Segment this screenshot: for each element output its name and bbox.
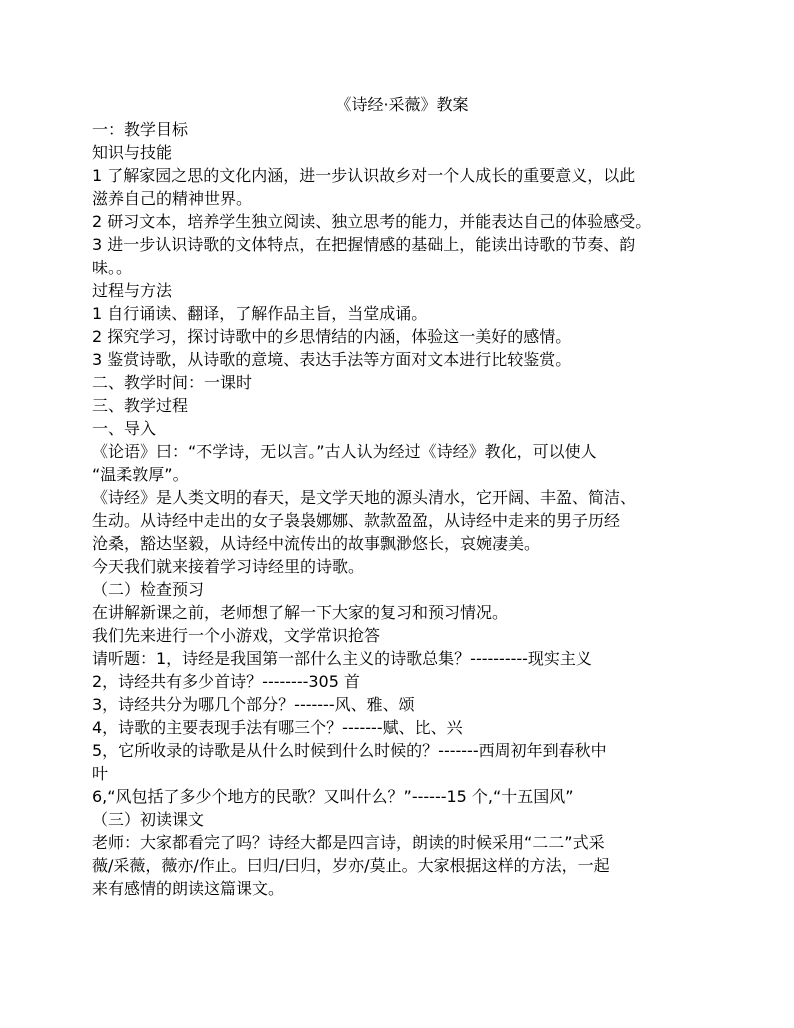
text-line: 3 进一步认识诗歌的文体特点，在把握情感的基础上，能读出诗歌的节奏、韵 [92,235,636,254]
document-page [92,92,712,900]
text-line: 老师：大家都看完了吗？诗经大都是四言诗，朗读的时候采用“二二”式采 [92,833,605,852]
text-line: 我们先来进行一个小游戏，文学常识抢答 [92,626,381,645]
text-line: 《诗经》是人类文明的春天，是文学天地的源头清水，它开阔、丰盈、简洁、 [92,488,637,507]
text-line: 3 鉴赏诗歌，从诗歌的意境、表达手法等方面对文本进行比较鉴赏。 [92,350,572,369]
text-line: 叶 [92,764,109,783]
text-line: 沧桑，豁达坚毅，从诗经中流传出的故事飘渺悠长，哀婉凄美。 [92,534,541,553]
document-title: 《诗经·采薇》教案 [335,95,469,114]
text-line: 滋养自己的精神世界。 [92,189,253,208]
text-line: （三）初读课文 [92,810,205,829]
text-line: 今天我们就来接着学习诗经里的诗歌。 [92,557,365,576]
text-line: 过程与方法 [92,281,173,300]
text-line: 1 了解家园之思的文化内涵，进一步认识故乡对一个人成长的重要意义，以此 [92,166,636,185]
text-line: 一：教学目标 [92,120,189,139]
text-line: “温柔敦厚”。 [92,465,189,484]
text-line: 三、教学过程 [92,396,189,415]
text-line: 6,“风包括了多少个地方的民歌？又叫什么？”------15 个,“十五国风” [92,787,574,806]
text-line: 薇/采薇，薇亦/作止。曰归/曰归，岁亦/莫止。大家根据这样的方法，一起 [92,856,610,875]
text-line: 3，诗经共分为哪几个部分？-------风、雅、颂 [92,695,415,714]
text-line: 2，诗经共有多少首诗？--------305 首 [92,672,360,691]
text-line: （二）检查预习 [92,580,205,599]
text-line: 来有感情的朗读这篇课文。 [92,879,285,898]
text-line: 2 探究学习，探讨诗歌中的乡思情结的内涵，体验这一美好的感情。 [92,327,572,346]
text-line: 在讲解新课之前，老师想了解一下大家的复习和预习情况。 [92,603,509,622]
text-line: 5，它所收录的诗歌是从什么时候到什么时候的？-------西周初年到春秋中 [92,741,607,760]
text-line: 生动。从诗经中走出的女子袅袅娜娜、款款盈盈，从诗经中走来的男子历经 [92,511,621,530]
text-line: 味。。 [92,258,133,277]
text-line: 知识与技能 [92,143,173,162]
text-line: 一、导入 [92,419,157,438]
text-line: 1 自行诵读、翻译，了解作品主旨，当堂成诵。 [92,304,428,323]
text-line: 请听题：1，诗经是我国第一部什么主义的诗歌总集？----------现实主义 [92,649,592,668]
text-line: 2 研习文本，培养学生独立阅读、独立思考的能力，并能表达自己的体验感受。 [92,212,652,231]
text-line: 4，诗歌的主要表现手法有哪三个？-------赋、比、兴 [92,718,463,737]
text-line: 《论语》曰：“不学诗，无以言。”古人认为经过《诗经》教化，可以使人 [92,442,597,461]
text-line: 二、教学时间：一课时 [92,373,253,392]
document-body [92,118,712,900]
